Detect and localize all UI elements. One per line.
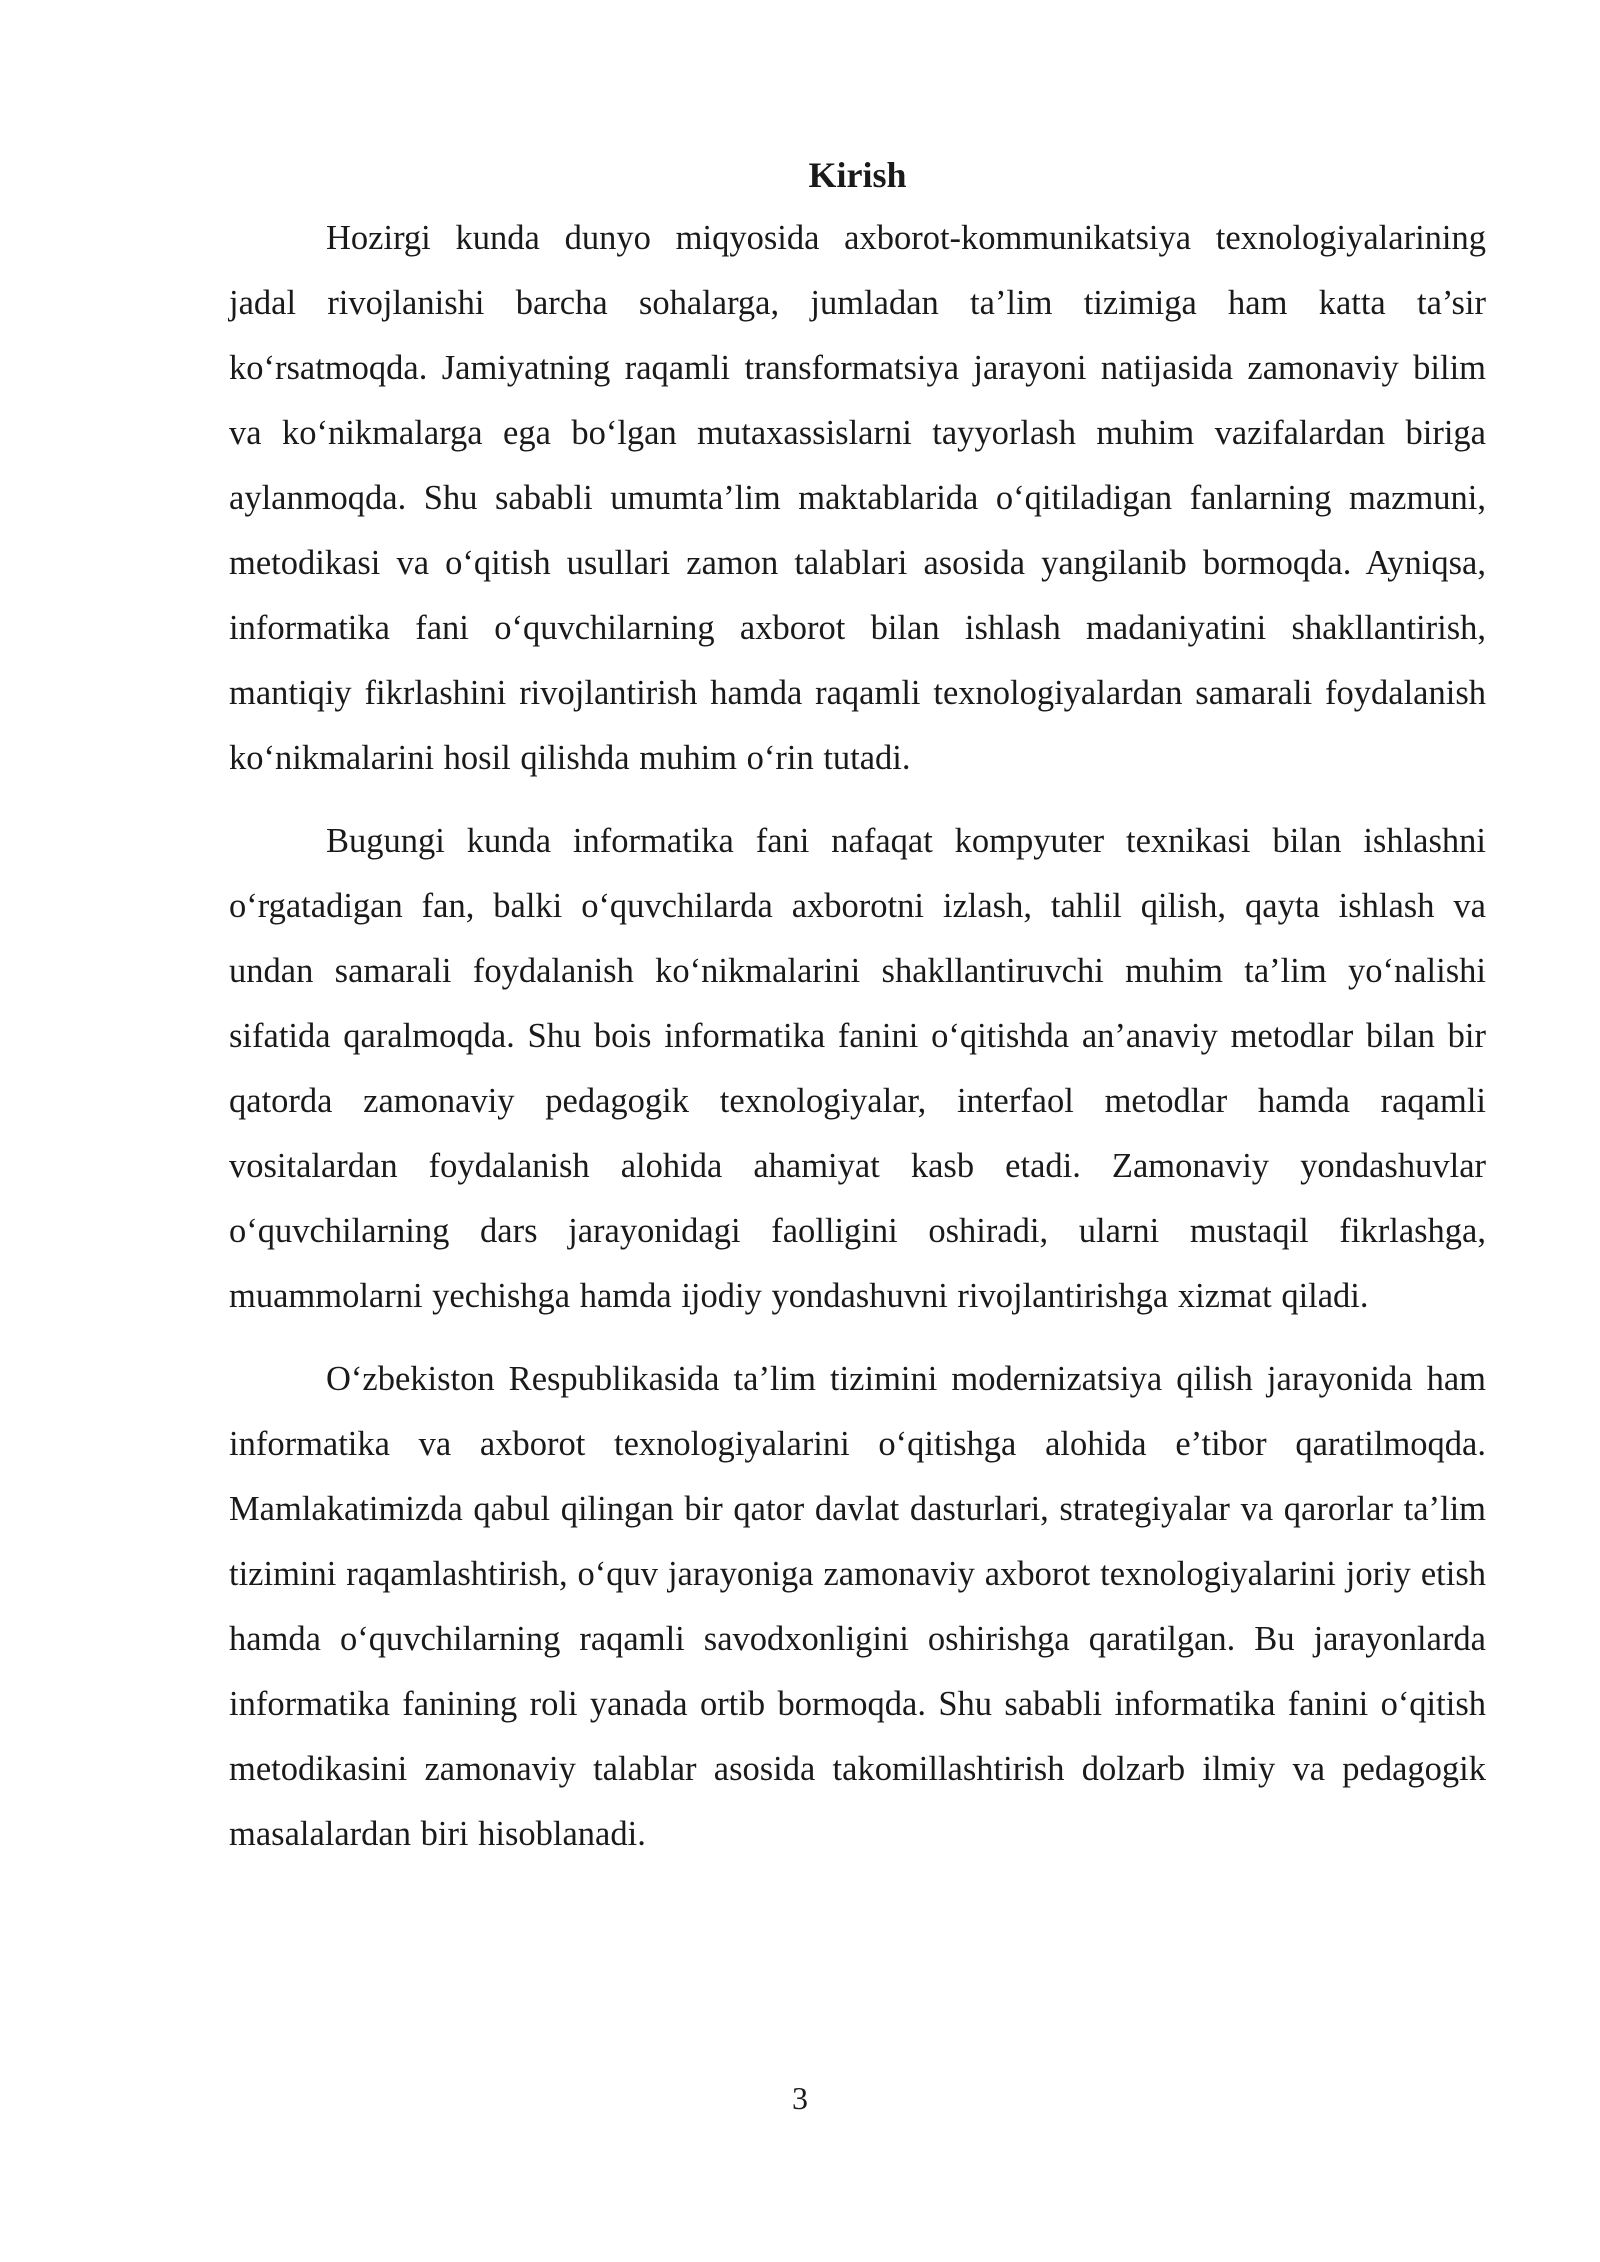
paragraph-1: Hozirgi kunda dunyo miqyosida axborot-kommunikatsiya texnologiyalarining jadal rivojlanishi barcha sohalarga, jumladan ta’lim tizimiga ham katta ta’sir ko‘rsatmoqda. Jamiyatning raqamli transformatsiya jarayoni natijasida zamonaviy bilim va ko‘nikmalarga ega bo‘lgan mutaxassislarni tayyorlash muhim vazifalardan biriga aylanmoqda. Shu sababli umumta’lim maktablarida o‘qitiladigan fanlarning mazmuni, metodikasi va o‘qitish usullari zamon talablari asosida yangilanib bormoqda. Ayniqsa, informatika fani o‘quvchilarning axborot bilan ishlash madaniyatini shakllantirish, mantiqiy fikrlashini rivojlantirish hamda raqamli texnologiyalardan samarali foydalanish ko‘nikmalarini hosil qilishda muhim o‘rin tutadi. <box>229 219 1486 777</box>
page-number: 3 <box>792 2080 808 2116</box>
paragraph-3: O‘zbekiston Respublikasida ta’lim tizimini modernizatsiya qilish jarayonida ham informatika va axborot texnologiyalarini o‘qitishga alohida e’tibor qaratilmoqda. Mamlakatimizda qabul qilingan bir qator davlat dasturlari, strategiyalar va qarorlar ta’lim tizimini raqamlashtirish, o‘quv jarayoniga zamonaviy axborot texnologiyalarini joriy etish hamda o‘quvchilarning raqamli savodxonligini oshirishga qaratilgan. Bu jarayonlarda informatika fanining roli yanada ortib bormoqda. Shu sababli informatika fanini o‘qitish metodikasini zamonaviy talablar asosida takomillashtirish dolzarb ilmiy va pedagogik masalalardan biri hisoblanadi. <box>229 1360 1486 1853</box>
paragraph-2: Bugungi kunda informatika fani nafaqat kompyuter texnikasi bilan ishlashni o‘rgatadigan fan, balki o‘quvchilarda axborotni izlash, tahlil qilish, qayta ishlash va undan samarali foydalanish ko‘nikmalarini shakllantiruvchi muhim ta’lim yo‘nalishi sifatida qaralmoqda. Shu bois informatika fanini o‘qitishda an’anaviy metodlar bilan bir qatorda zamonaviy pedagogik texnologiyalar, interfaol metodlar hamda raqamli vositalardan foydalanish alohida ahamiyat kasb etadi. Zamonaviy yondashuvlar o‘quvchilarning dars jarayonidagi faolligini oshiradi, ularni mustaqil fikrlashga, muammolarni yechishga hamda ijodiy yondashuvni rivojlantirishga xizmat qiladi. <box>229 822 1486 1315</box>
page-content <box>229 148 1486 1885</box>
section-title: Kirish <box>808 155 907 195</box>
